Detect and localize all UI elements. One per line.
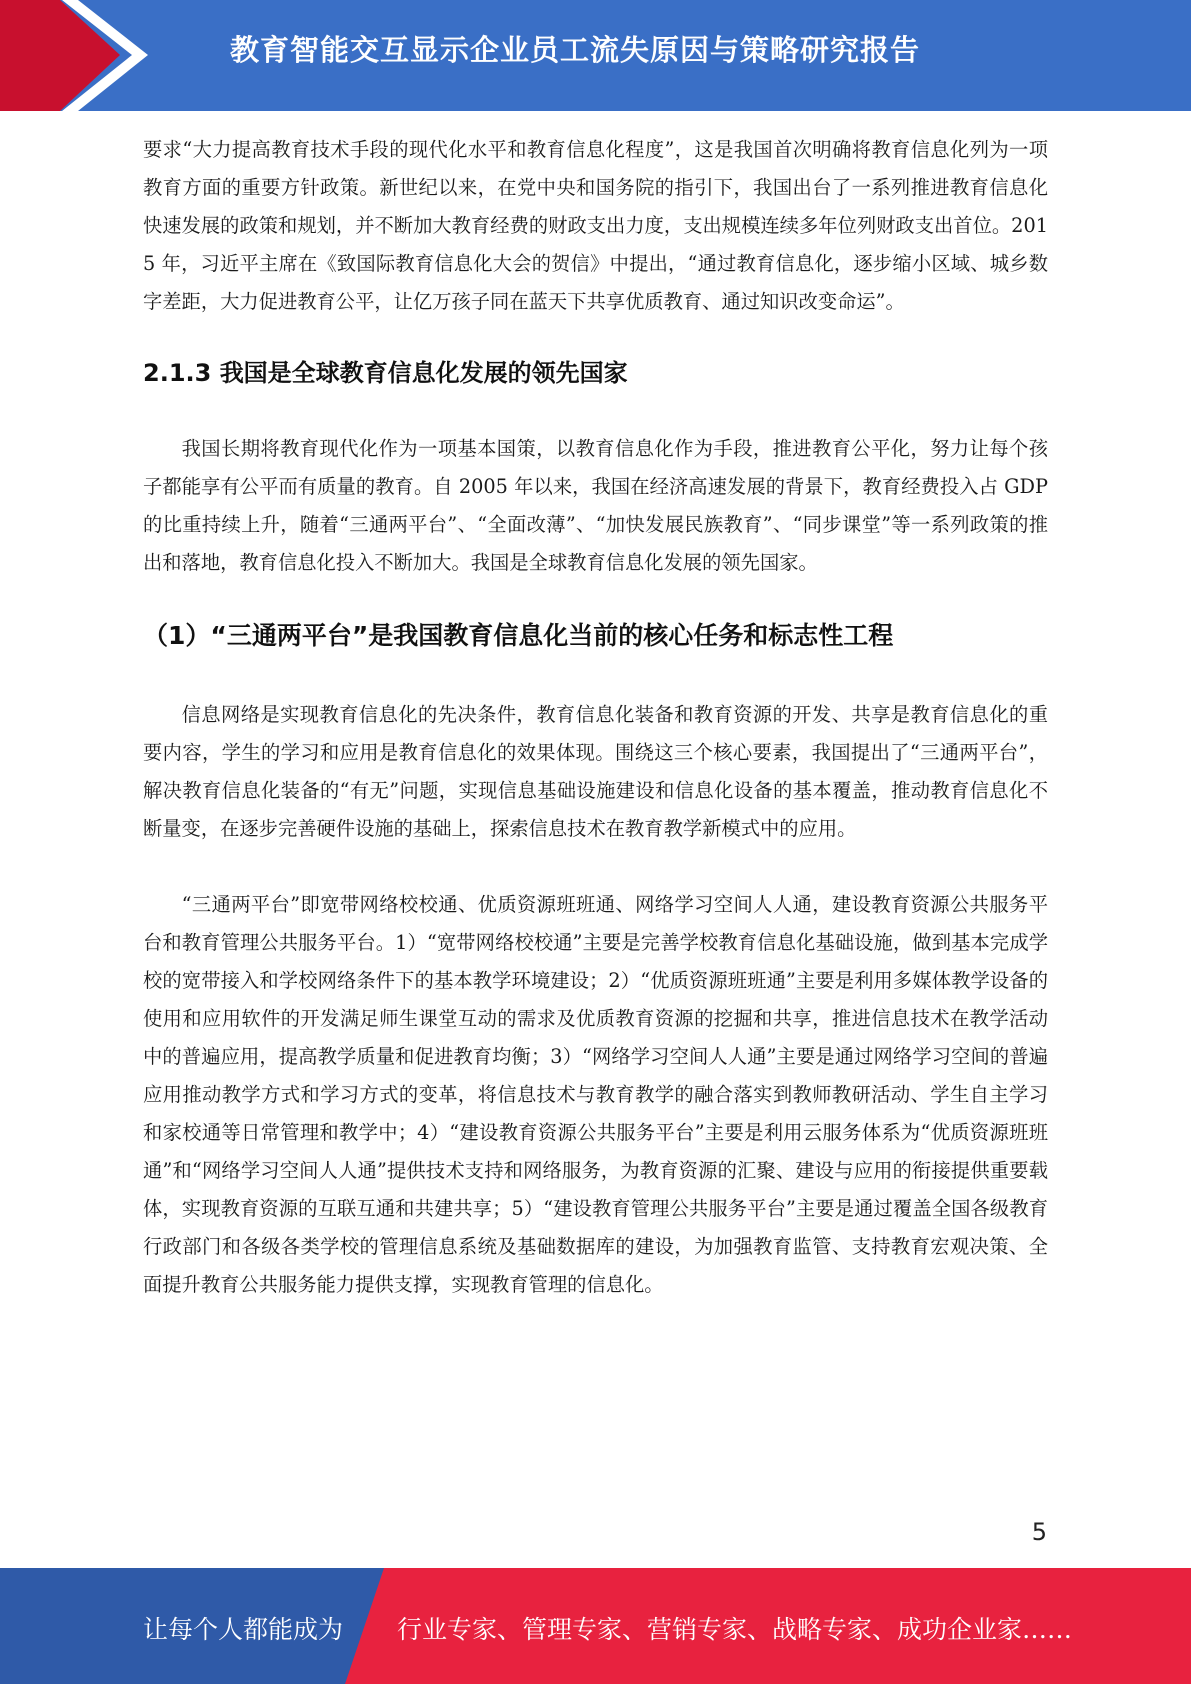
paragraph-three-links-two-platforms: “三通两平台”即宽带网络校校通、优质资源班班通、网络学习空间人人通，建设教育资源公共服务平台和教育管理公共服务平台。1）“宽带网络校校通”主要是完善学校教育信息化基础设施，做到基本完成学校的宽带接入和学校网络条件下的基本教学环境建设；2）“优质资源班班通”主要是利用多媒体教学设备的使用和应用软件的开发满足师生课堂互动的需求及优质教育资源的挖掘和共享，推进信息技术在教学活动中的普遍应用，提高教学质量和促进教育均衡；3）“网络学习空间人人通”主要是通过网络学习空间的普遍应用推动教学方式和学习方式的变革，将信息技术与教育教学的融合落实到教师教研活动、学生自主学习和家校通等日常管理和教学中；4）“建设教育资源公共服务平台”主要是利用云服务体系为“优质资源班班通”和“网络学习空间人人通”提供技术支持和网络服务，为教育资源的汇聚、建设与应用的衔接提供重要载体，实现教育资源的互联互通和共建共享；5）“建设教育管理公共服务平台”主要是通过覆盖全国各级教育行政部门和各级各类学校的管理信息系统及基础数据库的建设，为加强教育监管、支持教育宏观决策、全面提升教育公共服务能力提供支撑，实现教育管理的信息化。	[143, 893, 1048, 1296]
paragraph-info-network: 信息网络是实现教育信息化的先决条件，教育信息化装备和教育资源的开发、共享是教育信息化的重要内容，学生的学习和应用是教育信息化的效果体现。围绕这三个核心要素，我国提出了“三通两平台”，解决教育信息化装备的“有无”问题，实现信息基础设施建设和信息化设备的基本覆盖，推动教育信息化不断量变，在逐步完善硬件设施的基础上，探索信息技术在教育教学新模式中的应用。	[143, 703, 1048, 840]
page-footer	[0, 1568, 1191, 1684]
subsection-heading-1: （1）“三通两平台”是我国教育信息化当前的核心任务和标志性工程	[143, 621, 894, 650]
page-header	[0, 0, 1191, 111]
section-heading-2-1-3: 2.1.3 我国是全球教育信息化发展的领先国家	[143, 359, 628, 387]
header-arrow-decoration	[0, 0, 160, 111]
paragraph-leading-country: 我国长期将教育现代化作为一项基本国策，以教育信息化作为手段，推进教育公平化，努力让每个孩子都能享有公平而有质量的教育。自 2005 年以来，我国在经济高速发展的背景下，教育经费投入占 GDP 的比重持续上升，随着“三通两平台”、“全面改薄”、“加快发展民族教育”、“同步课堂”等一系列政策的推出和落地，教育信息化投入不断加大。我国是全球教育信息化发展的领先国家。	[143, 437, 1048, 574]
page-body	[143, 131, 1048, 1304]
report-title: 教育智能交互显示企业员工流失原因与策略研究报告	[230, 33, 921, 67]
page-number: 5	[1031, 1518, 1047, 1546]
footer-slogan-right: 行业专家、管理专家、营销专家、战略专家、成功企业家……	[397, 1615, 1073, 1644]
paragraph-policy: 要求“大力提高教育技术手段的现代化水平和教育信息化程度”，这是我国首次明确将教育信息化列为一项教育方面的重要方针政策。新世纪以来，在党中央和国务院的指引下，我国出台了一系列推进教育信息化快速发展的政策和规划，并不断加大教育经费的财政支出力度，支出规模连续多年位列财政支出首位。2015 年，习近平主席在《致国际教育信息化大会的贺信》中提出，“通过教育信息化，逐步缩小区域、城乡数字差距，大力促进教育公平，让亿万孩子同在蓝天下共享优质教育、通过知识改变命运”。	[143, 138, 1048, 313]
footer-slogan-left: 让每个人都能成为	[143, 1615, 344, 1644]
